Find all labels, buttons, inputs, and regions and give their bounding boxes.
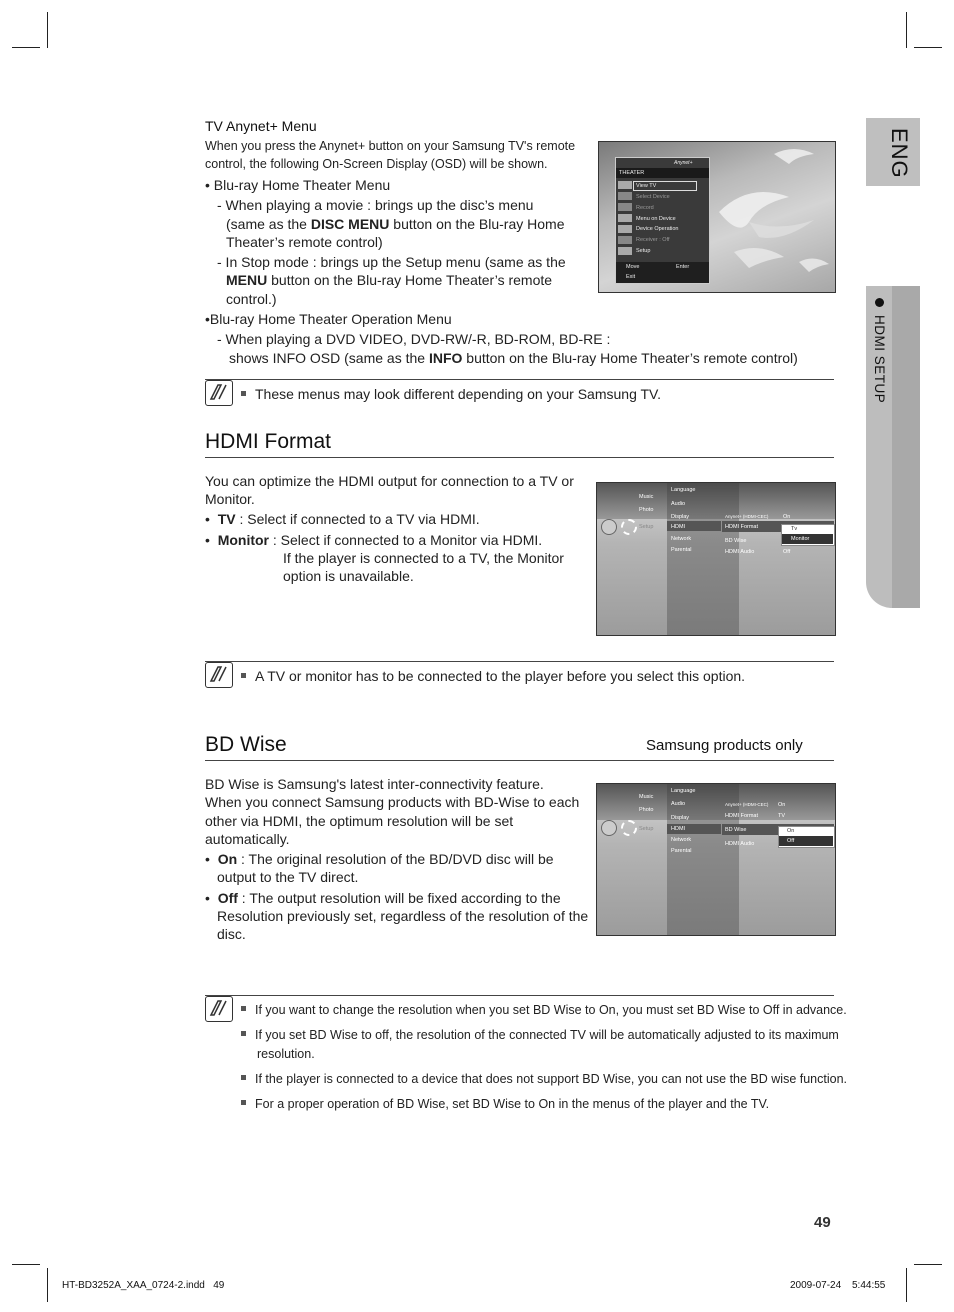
menu-row-label: HDMI Format bbox=[725, 813, 758, 819]
crop-mark bbox=[914, 1264, 942, 1265]
language-tab-label: ENG bbox=[887, 128, 912, 179]
crop-mark bbox=[12, 47, 40, 48]
anynet-bullet1-b2: MENU button on the Blu-ray Home Theater’s remote bbox=[226, 272, 553, 288]
menu-mid-item: Audio bbox=[671, 801, 686, 807]
menu-popup-option: Tv bbox=[791, 526, 798, 532]
crop-mark bbox=[906, 1268, 907, 1302]
note-text: If you want to change the resolution when you set BD Wise to On, you must set BD Wise to Off in advance. bbox=[241, 1003, 847, 1017]
osd-item: View TV bbox=[636, 183, 657, 189]
crop-mark bbox=[47, 1268, 48, 1302]
osd-header: THEATER bbox=[619, 170, 645, 176]
bd-wise-p1: BD Wise is Samsung's latest inter-connectivity feature. bbox=[205, 776, 544, 792]
menu-mid-item: Parental bbox=[671, 848, 692, 854]
anynet-osd-screenshot bbox=[598, 141, 836, 293]
bd-wise-on: • On : The original resolution of the BD/DVD disc will be bbox=[205, 851, 554, 867]
footer-time: 5:44:55 bbox=[852, 1280, 886, 1291]
osd-thumb-icon bbox=[618, 203, 632, 211]
menu-mid-item: Network bbox=[671, 536, 692, 542]
menu-left-item: Music bbox=[639, 794, 654, 800]
bd-wise-on2: output to the TV direct. bbox=[217, 869, 359, 885]
anynet-bullet1-a2: (same as the DISC MENU button on the Blu-ray Home bbox=[226, 216, 565, 232]
anynet-bullet2: •Blu-ray Home Theater Operation Menu bbox=[205, 311, 452, 327]
square-bullet-icon bbox=[241, 1031, 246, 1036]
osd-item: Receiver : Off bbox=[636, 237, 670, 243]
osd-thumb-icon bbox=[618, 236, 632, 244]
osd-item: Setup bbox=[636, 248, 651, 254]
menu-mid-item: Language bbox=[671, 487, 696, 493]
osd-item: Menu on Device bbox=[636, 216, 676, 222]
menu-popup-option: Off bbox=[787, 838, 795, 844]
square-bullet-icon bbox=[241, 391, 246, 396]
note-text: These menus may look different depending on your Samsung TV. bbox=[241, 386, 661, 402]
bd-wise-off3: disc. bbox=[217, 926, 246, 942]
crop-mark bbox=[914, 47, 942, 48]
menu-popup-option: Monitor bbox=[791, 536, 810, 542]
anynet-bullet1: • Blu-ray Home Theater Menu bbox=[205, 177, 391, 193]
hdmi-format-menu-screenshot bbox=[596, 482, 836, 636]
bd-wise-off2: Resolution previously set, regardless of the resolution of the bbox=[217, 908, 589, 924]
divider bbox=[205, 457, 834, 458]
hdmi-format-tv: • TV : Select if connected to a TV via HDMI. bbox=[205, 511, 480, 527]
anynet-bullet1-b3: control.) bbox=[226, 291, 277, 307]
menu-row-label: BD Wise bbox=[725, 538, 747, 544]
osd-footer-exit: Exit bbox=[626, 274, 636, 280]
disc-icon bbox=[601, 820, 617, 836]
osd-item: Record bbox=[636, 205, 654, 211]
osd-footer-move: Move bbox=[626, 264, 640, 270]
menu-mid-item: Language bbox=[671, 788, 696, 794]
menu-row-value: On bbox=[778, 802, 786, 808]
osd-footer-enter: Enter bbox=[676, 264, 690, 270]
bullet-dot-icon bbox=[875, 298, 884, 307]
menu-row-label: Anynet+ (HDMI-CEC) bbox=[725, 514, 769, 519]
menu-row-value: TV bbox=[778, 813, 786, 819]
anynet-bullet1-b1: - In Stop mode : brings up the Setup menu (same as the bbox=[217, 254, 566, 270]
bd-wise-p3: other via HDMI, the optimum resolution will be set bbox=[205, 813, 514, 829]
osd-item: Device Operation bbox=[636, 226, 679, 232]
menu-mid-item: HDMI bbox=[671, 826, 686, 832]
note-icon bbox=[205, 662, 233, 688]
gear-icon bbox=[621, 820, 637, 836]
divider bbox=[205, 995, 834, 996]
osd-thumb-icon bbox=[618, 192, 632, 200]
menu-row-label: HDMI Audio bbox=[725, 549, 755, 555]
menu-mid-item: Network bbox=[671, 837, 692, 843]
bd-wise-subheading: Samsung products only bbox=[646, 737, 803, 754]
hdmi-format-p1: You can optimize the HDMI output for connection to a TV or bbox=[205, 473, 574, 489]
menu-row-label: Anynet+ (HDMI-CEC) bbox=[725, 802, 769, 807]
note-icon bbox=[205, 996, 233, 1022]
menu-row-value: On bbox=[783, 514, 791, 520]
menu-popup-option: On bbox=[787, 828, 795, 834]
note-icon bbox=[205, 380, 233, 406]
bd-wise-heading: BD Wise bbox=[205, 733, 287, 756]
menu-row-value: Off bbox=[783, 549, 791, 555]
language-tab bbox=[866, 118, 920, 186]
bd-wise-p4: automatically. bbox=[205, 831, 290, 847]
square-bullet-icon bbox=[241, 1075, 246, 1080]
crop-mark bbox=[12, 1264, 40, 1265]
hdmi-format-p2: Monitor. bbox=[205, 491, 255, 507]
crop-mark bbox=[906, 12, 907, 48]
anynet-intro-line2: control, the following On-Screen Display (OSD) will be shown. bbox=[205, 157, 548, 171]
disc-icon bbox=[601, 519, 617, 535]
menu-left-item: Photo bbox=[639, 507, 654, 513]
hdmi-format-monitor: • Monitor : Select if connected to a Monitor via HDMI. bbox=[205, 532, 543, 548]
menu-left-item: Photo bbox=[639, 807, 654, 813]
bd-wise-menu-screenshot bbox=[596, 783, 836, 936]
osd-panel bbox=[615, 157, 710, 284]
anynet-intro-line1: When you press the Anynet+ button on your Samsung TV's remote bbox=[205, 139, 576, 153]
menu-mid-item: HDMI bbox=[671, 524, 686, 530]
note-text: resolution. bbox=[257, 1047, 315, 1061]
divider bbox=[205, 661, 834, 662]
osd-item: Select Device bbox=[636, 194, 670, 200]
note-text: For a proper operation of BD Wise, set BD Wise to On in the menus of the player and the TV. bbox=[241, 1097, 769, 1111]
divider bbox=[205, 760, 834, 761]
square-bullet-icon bbox=[241, 673, 246, 678]
bd-wise-off: • Off : The output resolution will be fixed according to the bbox=[205, 890, 561, 906]
menu-mid-item: Display bbox=[671, 514, 690, 520]
anynet-bullet1-a1: - When playing a movie : brings up the disc’s menu bbox=[217, 197, 534, 213]
osd-thumb-icon bbox=[618, 181, 632, 189]
section-tab bbox=[866, 286, 920, 608]
menu-left-item: Music bbox=[639, 494, 654, 500]
menu-row-label: BD Wise bbox=[725, 827, 747, 833]
osd-thumb-icon bbox=[618, 225, 632, 233]
hdmi-format-monitor3: option is unavailable. bbox=[283, 568, 414, 584]
osd-thumb-icon bbox=[618, 247, 632, 255]
square-bullet-icon bbox=[241, 1006, 246, 1011]
menu-row-label: HDMI Audio bbox=[725, 841, 755, 847]
menu-mid-item: Display bbox=[671, 815, 690, 821]
osd-thumb-icon bbox=[618, 214, 632, 222]
note-text: If you set BD Wise to off, the resolution of the connected TV will be automatically adjusted to its maximum bbox=[241, 1028, 839, 1042]
osd-brand: Anynet+ bbox=[674, 160, 693, 166]
bd-wise-p2: When you connect Samsung products with BD-Wise to each bbox=[205, 794, 580, 810]
anynet-title: TV Anynet+ Menu bbox=[205, 118, 317, 134]
hdmi-format-monitor2: If the player is connected to a TV, the Monitor bbox=[283, 550, 564, 566]
anynet-bullet2-a1: - When playing a DVD VIDEO, DVD-RW/-R, BD-ROM, BD-RE : bbox=[217, 331, 611, 347]
note-text: A TV or monitor has to be connected to the player before you select this option. bbox=[241, 668, 745, 684]
section-tab-label: HDMI SETUP bbox=[872, 298, 887, 403]
divider bbox=[205, 379, 834, 380]
menu-row-label: HDMI Format bbox=[725, 524, 758, 530]
menu-left-item: Setup bbox=[639, 524, 654, 530]
hdmi-format-heading: HDMI Format bbox=[205, 430, 331, 453]
anynet-bullet1-a3: Theater’s remote control) bbox=[226, 234, 383, 250]
crop-mark bbox=[47, 12, 48, 48]
anynet-bullet2-a2: shows INFO OSD (same as the INFO button on the Blu-ray Home Theater’s remote control) bbox=[229, 350, 798, 366]
footer-date: 2009-07-24 bbox=[790, 1280, 842, 1291]
menu-mid-item: Audio bbox=[671, 501, 686, 507]
page-number: 49 bbox=[814, 1214, 831, 1231]
menu-left-item: Setup bbox=[639, 826, 654, 832]
section-tab-strip bbox=[892, 286, 920, 608]
menu-mid-item: Parental bbox=[671, 547, 692, 553]
note-text: If the player is connected to a device that does not support BD Wise, you can not use the BD wise function. bbox=[241, 1072, 847, 1086]
square-bullet-icon bbox=[241, 1100, 246, 1105]
footer-file: HT-BD3252A_XAA_0724-2.indd 49 bbox=[62, 1280, 225, 1291]
gear-icon bbox=[621, 519, 637, 535]
